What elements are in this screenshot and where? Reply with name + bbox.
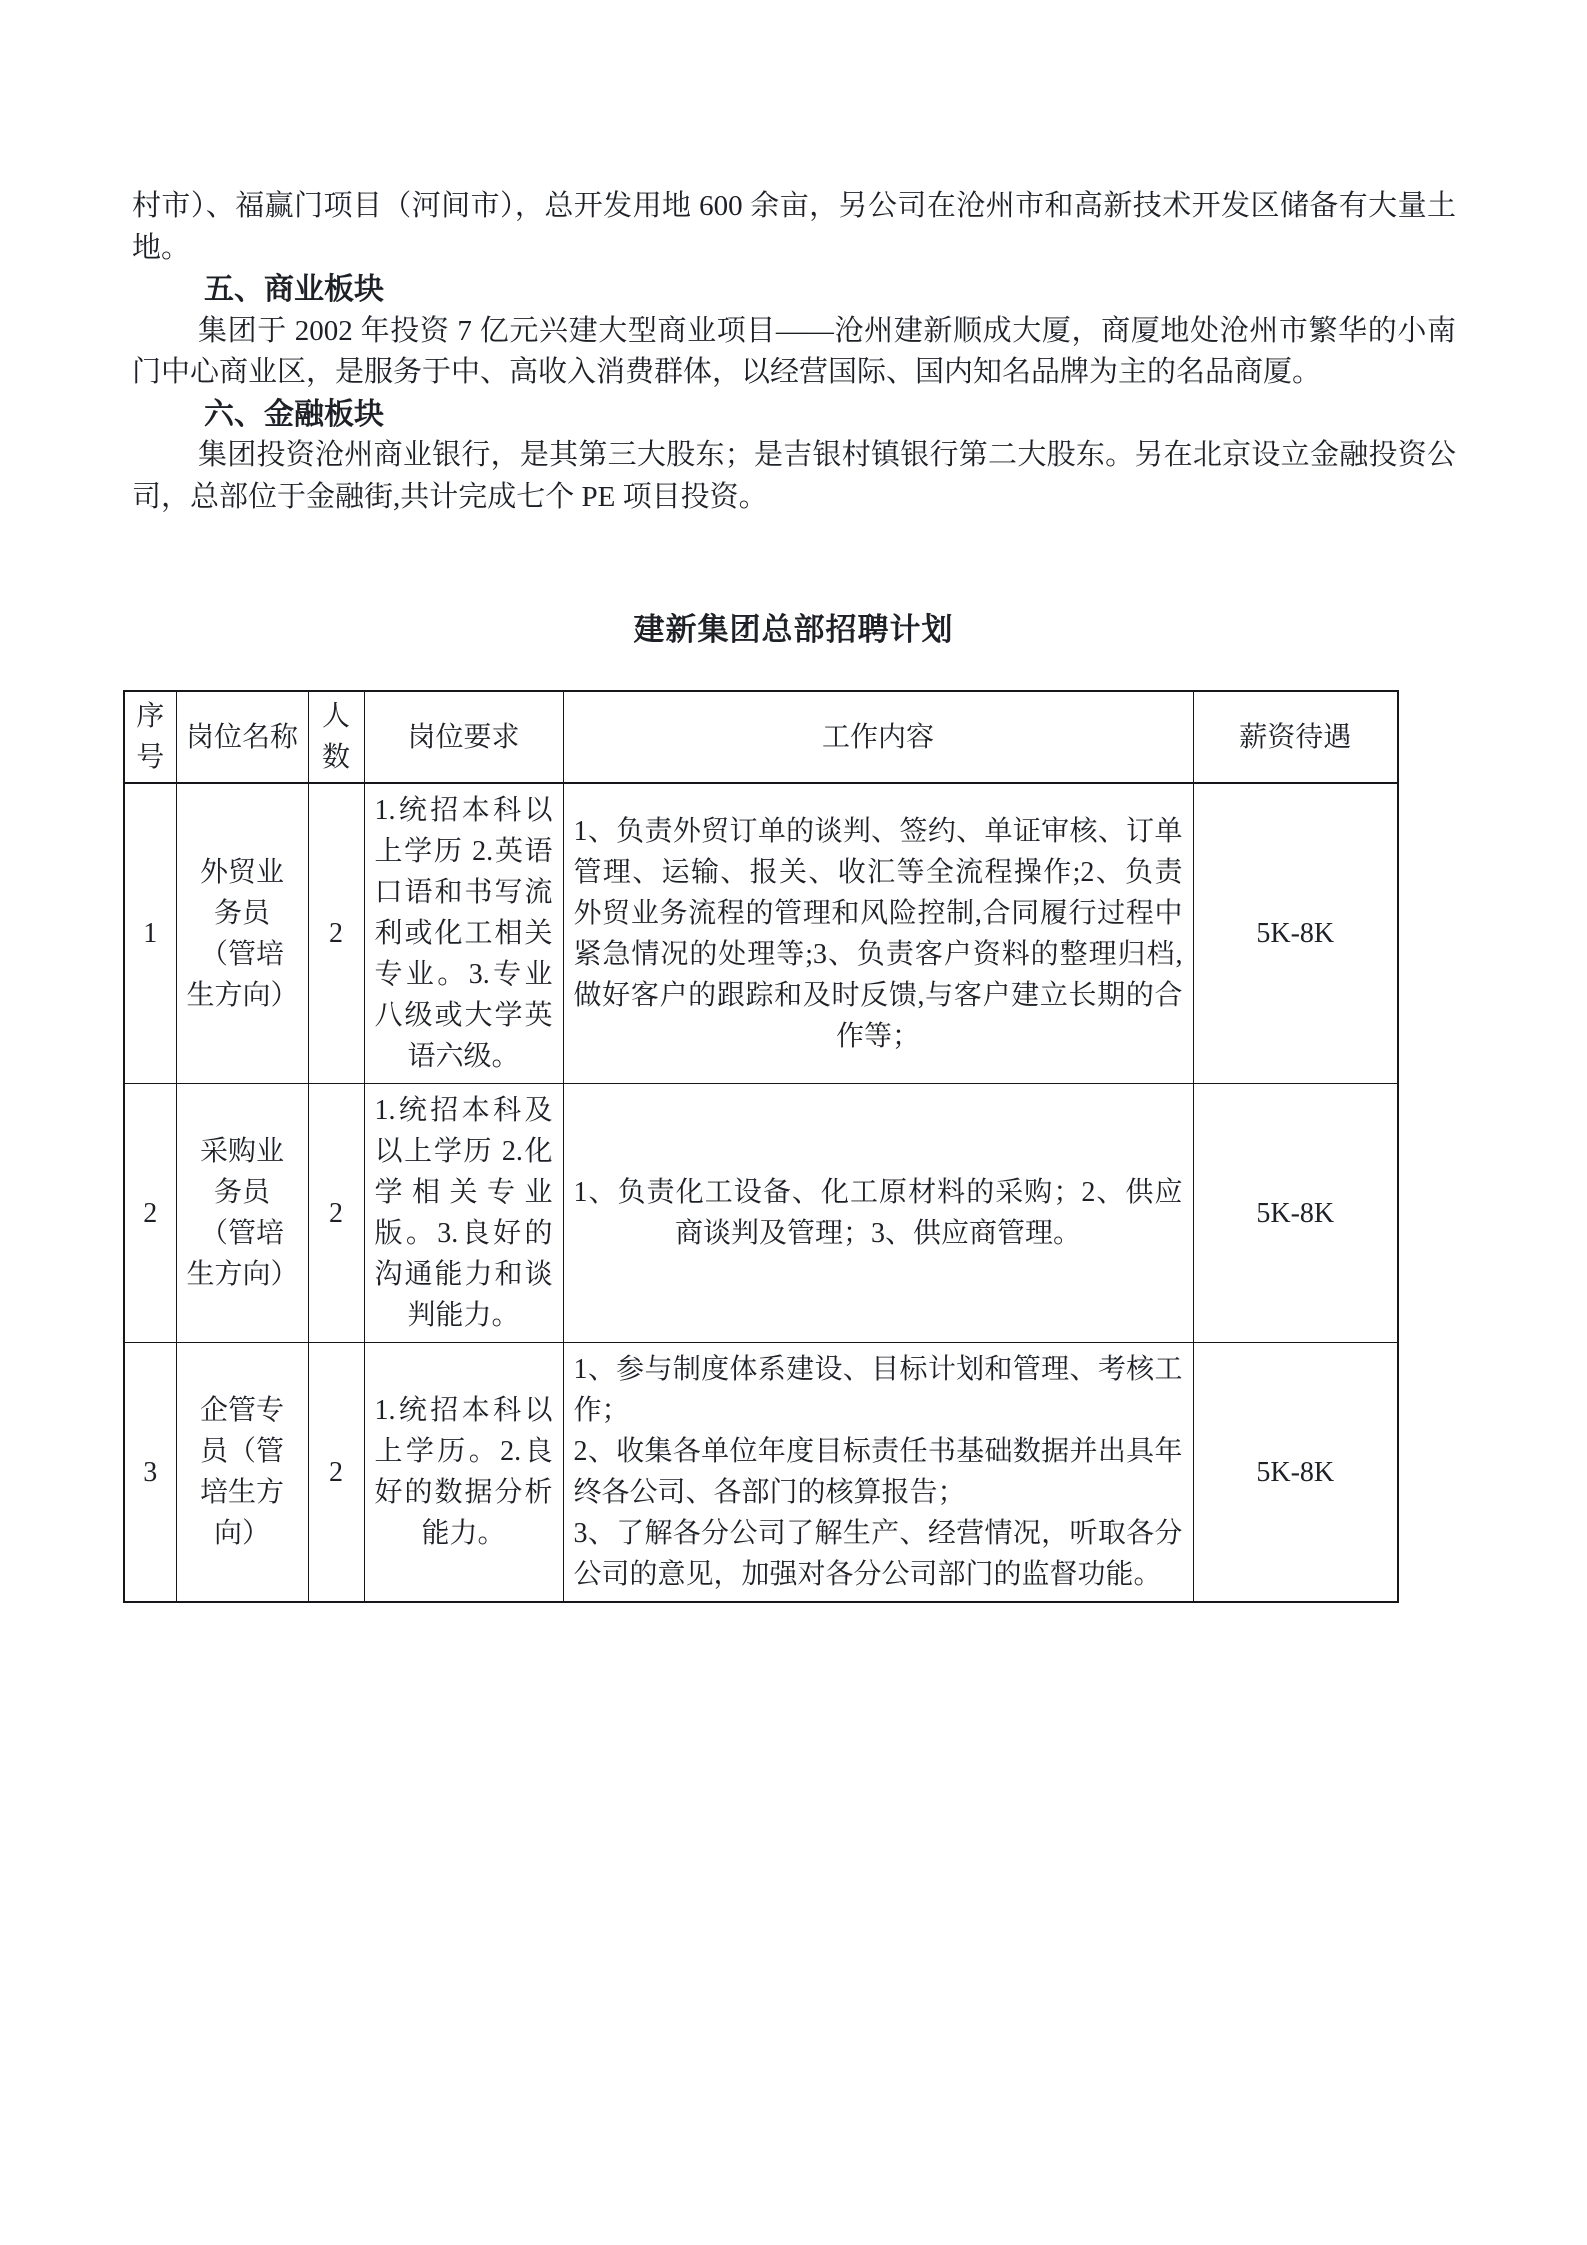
duty-text: 1、负责外贸订单的谈判、签约、单证审核、订单管理、运输、报关、收汇等全流程操作;2、负责外贸业务流程的管理和风险控制,合同履行过程中紧急情况的处理等;3、负责客户资料的整理归档,做好客户的跟踪和及时反馈,与客户建立长期的合作等； — [573, 815, 1183, 1052]
cell-salary: 5K-8K — [1193, 783, 1398, 1084]
table-header-row — [124, 691, 1398, 783]
paragraph-finance: 集团投资沧州商业银行，是其第三大股东；是吉银村镇银行第二大股东。另在北京设立金融投资公司，总部位于金融街,共计完成七个 PE 项目投资。 — [132, 439, 1456, 513]
cell-seq: 3 — [124, 1343, 176, 1603]
duty-text: 2、收集各单位年度目标责任书基础数据并出具年终各公司、各部门的核算报告； — [573, 1436, 1183, 1508]
column-header-5: 薪资待遇 — [1193, 691, 1398, 783]
section-heading-commerce: 五、商业板块 — [204, 273, 384, 306]
cell-duties — [563, 783, 1193, 1084]
cell-salary: 5K-8K — [1193, 1343, 1398, 1603]
column-header-0: 序号 — [124, 691, 176, 783]
table-row — [124, 1084, 1398, 1343]
cell-seq: 2 — [124, 1084, 176, 1343]
column-header-4: 工作内容 — [563, 691, 1193, 783]
cell-headcount: 2 — [308, 1343, 364, 1603]
cell-requirements: 1.统招本科以上学历 2.英语口语和书写流利或化工相关专业。3.专业八级或大学英语六级。 — [364, 783, 563, 1084]
column-header-1: 岗位名称 — [176, 691, 308, 783]
column-header-2: 人数 — [308, 691, 364, 783]
table-row — [124, 783, 1398, 1084]
cell-position: 企管专员（管培生方向） — [176, 1343, 308, 1603]
duty-text: 1、负责化工设备、化工原材料的采购；2、供应商谈判及管理；3、供应商管理。 — [573, 1177, 1183, 1249]
column-header-3: 岗位要求 — [364, 691, 563, 783]
cell-seq: 1 — [124, 783, 176, 1084]
recruitment-plan-title: 建新集团总部招聘计划 — [633, 612, 954, 647]
cell-duties — [563, 1343, 1193, 1603]
cell-salary: 5K-8K — [1193, 1084, 1398, 1343]
recruitment-table — [123, 690, 1399, 1603]
cell-position: 采购业务员（管培生方向） — [176, 1084, 308, 1343]
duty-text: 3、了解各分公司了解生产、经营情况，听取各分公司的意见，加强对各分公司部门的监督功能。 — [573, 1518, 1183, 1590]
section-heading-finance: 六、金融板块 — [204, 397, 384, 431]
table-row — [124, 1343, 1398, 1603]
cell-position: 外贸业务员（管培生方向） — [176, 783, 308, 1084]
cell-requirements: 1.统招本科以上学历。2.良好的数据分析能力。 — [364, 1343, 563, 1603]
paragraph-land-continuation: 村市）、福赢门项目（河间市），总开发用地 600 余亩，另公司在沧州市和高新技术开发区储备有大量土地。 — [132, 190, 1456, 264]
cell-headcount: 2 — [308, 783, 364, 1084]
cell-duties — [563, 1084, 1193, 1343]
body-text-block — [132, 186, 1456, 518]
cell-headcount: 2 — [308, 1084, 364, 1343]
cell-requirements: 1.统招本科及以上学历 2.化学相关专业版。3.良好的沟通能力和谈判能力。 — [364, 1084, 563, 1343]
paragraph-commerce: 集团于 2002 年投资 7 亿元兴建大型商业项目——沧州建新顺成大厦，商厦地处沧州市繁华的小南门中心商业区，是服务于中、高收入消费群体，以经营国际、国内知名品牌为主的名品商厦。 — [132, 314, 1456, 388]
duty-text: 1、参与制度体系建设、目标计划和管理、考核工作； — [573, 1354, 1183, 1426]
